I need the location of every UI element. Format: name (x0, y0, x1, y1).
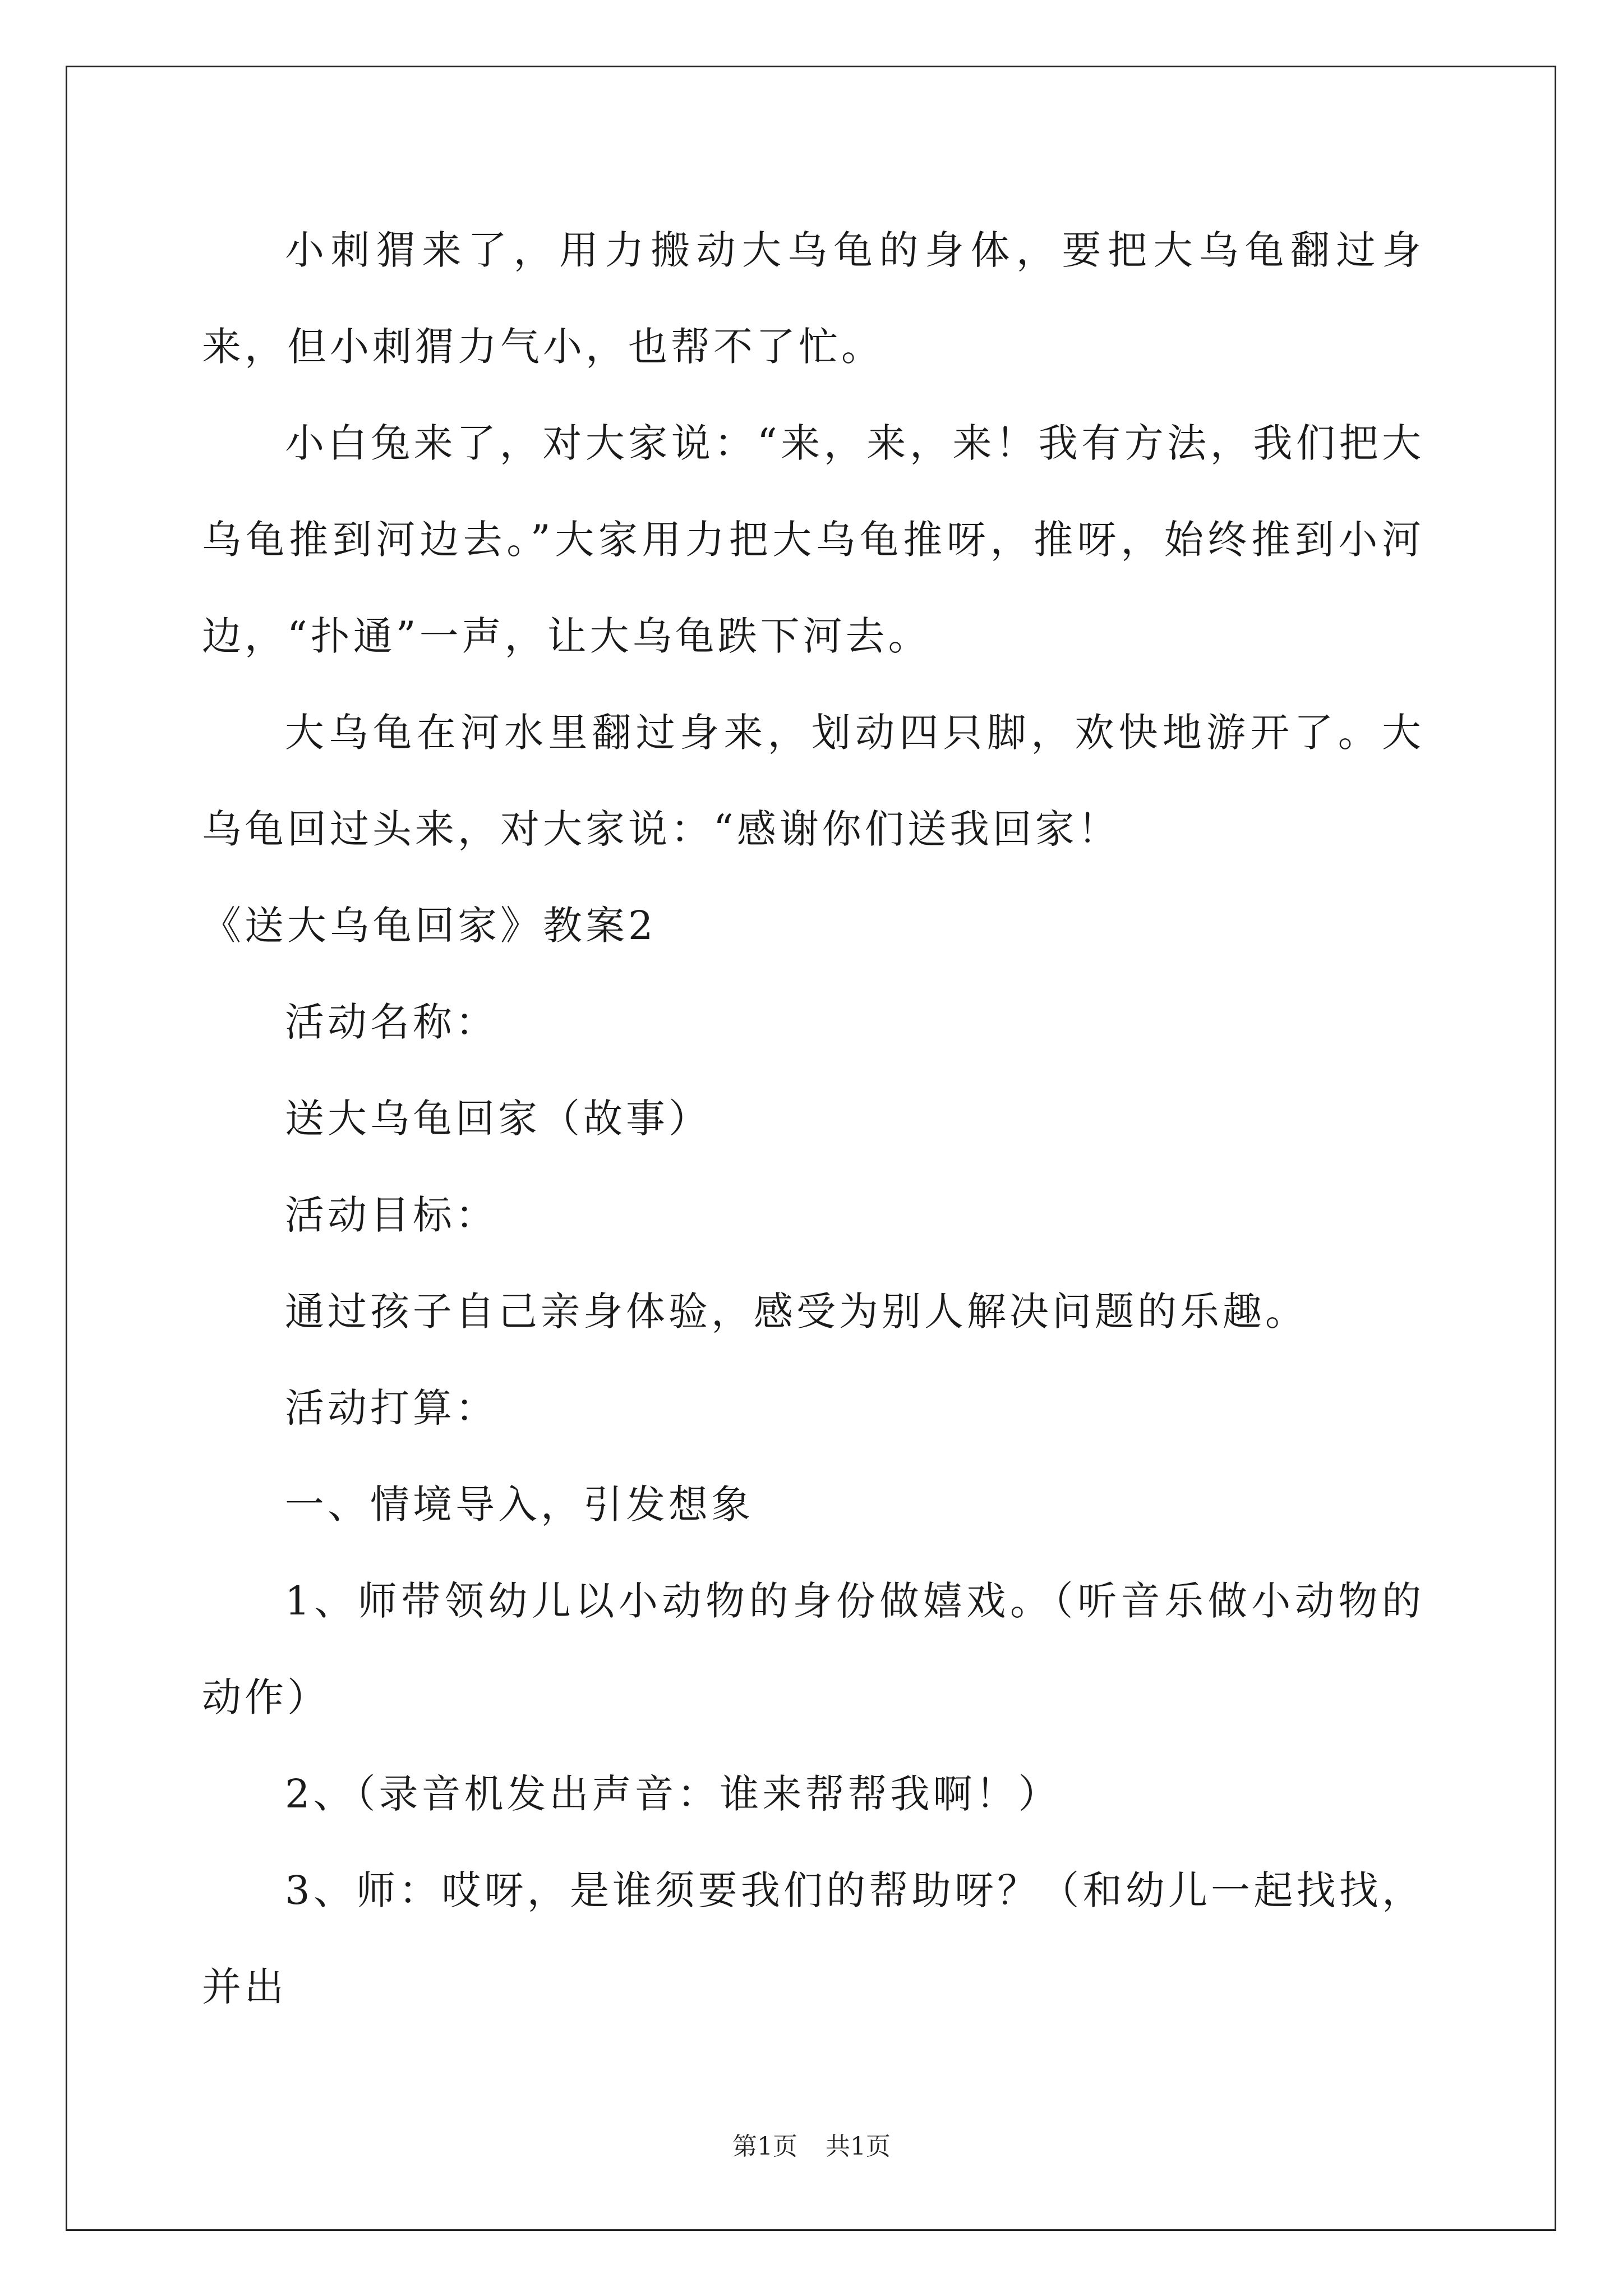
step-one: 1、师带领幼儿以小动物的身份做嬉戏。（听音乐做小动物的动作） (202, 1578, 1424, 1720)
page-number: 第1页 (732, 2132, 797, 2161)
step-three: 3、师：哎呀，是谁须要我们的帮助呀？（和幼儿一起找找，并出 (202, 1867, 1424, 2010)
activity-goal-label: 活动目标： (285, 1192, 498, 1238)
activity-plan-label: 活动打算： (285, 1385, 498, 1431)
section-one-heading: 一、情境导入，引发想象 (285, 1481, 754, 1527)
page-footer (0, 2126, 1623, 2162)
page-total: 共1页 (826, 2132, 891, 2161)
step-two: 2、（录音机发出声音：谁来帮帮我啊！） (285, 1771, 1061, 1817)
document-body (202, 202, 1424, 2035)
paragraph-turtle-thanks: 大乌龟在河水里翻过身来，划动四只脚，欢快地游开了。大乌龟回过头来，对大家说：“感谢你们送我回家！ (202, 710, 1424, 852)
activity-name-value: 送大乌龟回家（故事） (285, 1096, 711, 1142)
paragraph-hedgehog: 小刺猬来了，用力搬动大乌龟的身体，要把大乌龟翻过身来，但小刺猬力气小，也帮不了忙。 (202, 227, 1424, 370)
activity-goal-value: 通过孩子自己亲身体验，感受为别人解决问题的乐趣。 (285, 1289, 1308, 1335)
paragraph-rabbit: 小白兔来了，对大家说：“来，来，来！我有方法，我们把大乌龟推到河边去。”大家用力把大乌龟推呀，推呀，始终推到小河边，“扑通”一声，让大乌龟跌下河去。 (202, 420, 1424, 659)
activity-name-label: 活动名称： (285, 999, 498, 1045)
lesson-plan-title: 《送大乌龟回家》教案2 (202, 903, 657, 949)
